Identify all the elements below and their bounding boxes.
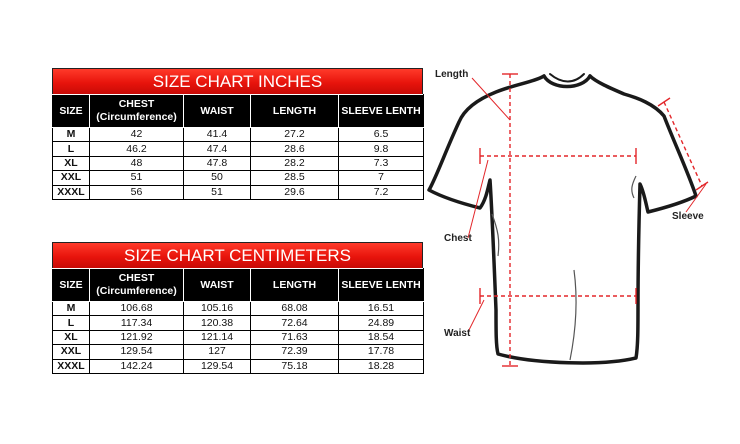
header-chest — [90, 269, 184, 302]
header-length: LENGTH — [251, 95, 339, 128]
cell-sleeve: 7.3 — [339, 156, 424, 170]
chart-title-inches: SIZE CHART INCHES — [52, 68, 423, 94]
header-chest-sub: (Circumference) — [96, 285, 177, 297]
cell-size: XXXL — [53, 185, 90, 199]
cell-sleeve: 18.28 — [339, 359, 424, 373]
cell-size: XXL — [53, 345, 90, 359]
table-row — [53, 316, 424, 330]
cell-length: 28.6 — [251, 142, 339, 156]
length-label: Length — [435, 69, 469, 80]
tshirt-outline — [429, 76, 696, 363]
table-row — [53, 302, 424, 316]
cell-waist: 47.8 — [184, 156, 251, 170]
cell-chest: 48 — [90, 156, 184, 170]
cell-length: 28.2 — [251, 156, 339, 170]
cell-waist: 127 — [184, 345, 251, 359]
table-row — [53, 171, 424, 185]
header-chest — [90, 95, 184, 128]
cell-chest: 42 — [90, 128, 184, 142]
table-row — [53, 156, 424, 170]
cell-size: M — [53, 302, 90, 316]
cell-size: XXL — [53, 171, 90, 185]
cell-waist: 50 — [184, 171, 251, 185]
size-table-inches — [52, 94, 424, 200]
cell-sleeve: 6.5 — [339, 128, 424, 142]
header-chest-label: CHEST — [118, 272, 155, 284]
cell-waist: 105.16 — [184, 302, 251, 316]
waist-label: Waist — [444, 328, 471, 339]
cell-size: L — [53, 316, 90, 330]
table-header-row — [53, 269, 424, 302]
cell-sleeve: 24.89 — [339, 316, 424, 330]
sleeve-label: Sleeve — [672, 211, 704, 222]
cell-waist: 121.14 — [184, 330, 251, 344]
cell-chest: 46.2 — [90, 142, 184, 156]
cell-sleeve: 7 — [339, 171, 424, 185]
cell-sleeve: 18.54 — [339, 330, 424, 344]
cell-sleeve: 17.78 — [339, 345, 424, 359]
cell-waist: 47.4 — [184, 142, 251, 156]
cell-size: XL — [53, 156, 90, 170]
chest-label: Chest — [444, 233, 472, 244]
cell-chest: 56 — [90, 185, 184, 199]
header-chest-sub: (Circumference) — [96, 111, 177, 123]
cell-length: 27.2 — [251, 128, 339, 142]
cell-chest: 51 — [90, 171, 184, 185]
cell-waist: 51 — [184, 185, 251, 199]
size-table-centimeters — [52, 268, 424, 374]
header-chest-label: CHEST — [118, 98, 155, 110]
header-waist: WAIST — [184, 269, 251, 302]
table-row — [53, 330, 424, 344]
header-size: SIZE — [53, 95, 90, 128]
header-sleeve: SLEEVE LENTH — [339, 95, 424, 128]
cell-length: 71.63 — [251, 330, 339, 344]
cell-chest: 106.68 — [90, 302, 184, 316]
cell-size: XXXL — [53, 359, 90, 373]
cell-waist: 41.4 — [184, 128, 251, 142]
cell-chest: 142.24 — [90, 359, 184, 373]
cell-sleeve: 9.8 — [339, 142, 424, 156]
cell-length: 29.6 — [251, 185, 339, 199]
table-row — [53, 359, 424, 373]
cell-size: XL — [53, 330, 90, 344]
tshirt-measurement-diagram — [424, 60, 740, 380]
cell-size: L — [53, 142, 90, 156]
table-row — [53, 142, 424, 156]
cell-length: 68.08 — [251, 302, 339, 316]
cell-sleeve: 16.51 — [339, 302, 424, 316]
header-length: LENGTH — [251, 269, 339, 302]
header-sleeve: SLEEVE LENTH — [339, 269, 424, 302]
table-row — [53, 185, 424, 199]
cell-length: 75.18 — [251, 359, 339, 373]
chart-title-centimeters: SIZE CHART CENTIMETERS — [52, 242, 423, 268]
header-waist: WAIST — [184, 95, 251, 128]
sleeve-measure-line — [664, 102, 702, 186]
cell-length: 28.5 — [251, 171, 339, 185]
cell-chest: 129.54 — [90, 345, 184, 359]
size-chart-centimeters — [52, 242, 423, 374]
cell-length: 72.39 — [251, 345, 339, 359]
cell-chest: 117.34 — [90, 316, 184, 330]
table-row — [53, 345, 424, 359]
size-chart-inches — [52, 68, 423, 200]
cell-length: 72.64 — [251, 316, 339, 330]
cell-chest: 121.92 — [90, 330, 184, 344]
table-row — [53, 128, 424, 142]
cell-size: M — [53, 128, 90, 142]
table-header-row — [53, 95, 424, 128]
header-size: SIZE — [53, 269, 90, 302]
cell-waist: 129.54 — [184, 359, 251, 373]
cell-sleeve: 7.2 — [339, 185, 424, 199]
cell-waist: 120.38 — [184, 316, 251, 330]
